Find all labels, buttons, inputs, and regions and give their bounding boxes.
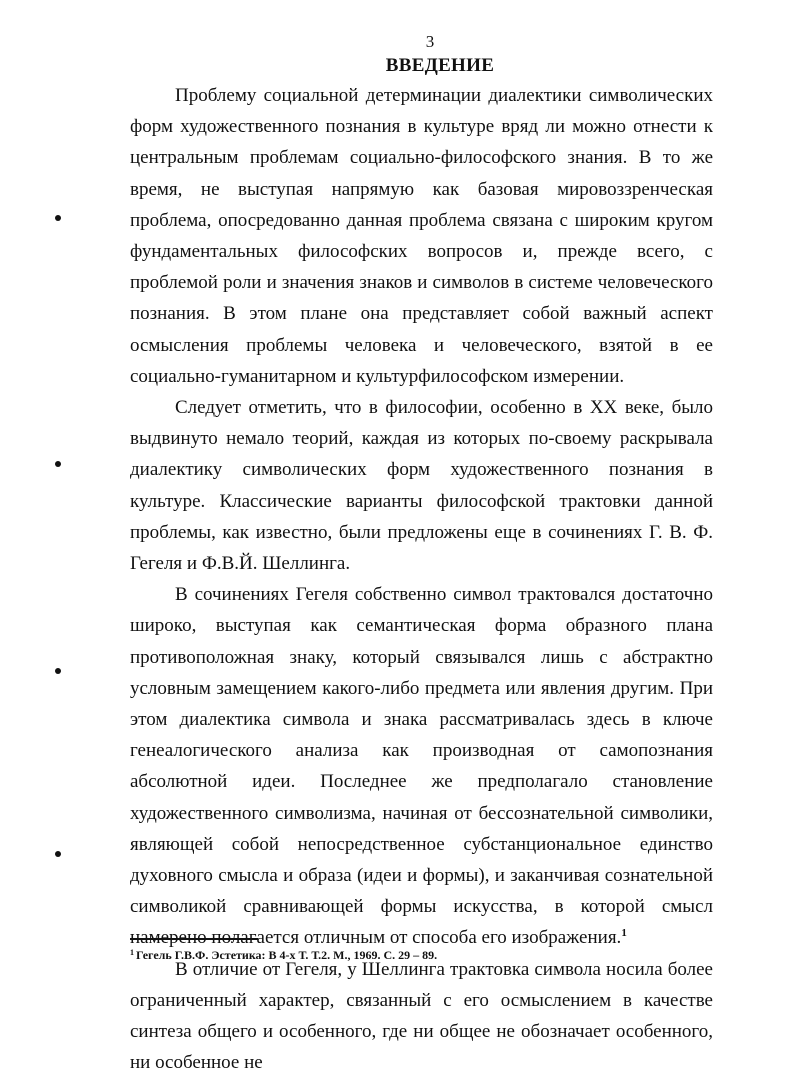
paragraph-4 [130,954,713,1079]
paragraph-1 [130,80,713,392]
footnote [130,948,437,963]
paragraph-2-text: Следует отметить, что в философии, особенно в XX веке, было выдвинуто немало теорий, каждая из которых по-своему раскрывала диалектику символических форм художественного познания в культуре. Классические варианты философской трактовки данной проблемы, как известно, были предложены еще в сочинениях Г. В. Ф. Гегеля и Ф.В.Й. Шеллинга. [130,397,713,575]
paragraph-3-text: В сочинениях Гегеля собственно символ трактовался достаточно широко, выступая как семантическая форма образного плана противоположная знаку, который связывался лишь с абстрактно условным замещением какого-либо предмета или явления другим. При этом диалектика символа и знака рассматривалась здесь в ключе генеалогического анализа как производная от самопознания абсолютной идеи. Последнее же предполагало становление художественного символизма, начиная от бессознательной символики, являющей собой непосредственное субстанциональное единство духовного смысла и образа (идеи и формы), и заканчивая сознательной символикой сравнивающей формы искусства, в которой смысл намерено полагается отличным от способа его изображения. [130,584,713,949]
binding-hole-mark [55,461,61,467]
binding-hole-mark [55,215,61,221]
binding-hole-mark [55,668,61,674]
binding-hole-mark [55,851,61,857]
page-number: 3 [425,32,435,51]
section-heading: ВВЕДЕНИЕ [385,55,495,76]
paragraph-1-text: Проблему социальной детерминации диалектики символических форм художественного познания в культуре вряд ли можно отнести к центральным проблемам социально-философского знания. В то же время, не выступая напрямую как базовая мировоззренческая проблема, опосредованно данная проблема связана с широким кругом фундаментальных философских вопросов и, прежде всего, с проблемой роли и значения знаков и символов в системе человеческого познания. В этом плане она представляет собой важный аспект осмысления проблемы человека и человеческого, взятой в ее социально-гуманитарном и культурфилософском измерении. [130,85,713,387]
footnote-reference: 1 [621,927,627,940]
footnote-divider [130,938,258,940]
body-text [130,80,713,1079]
paragraph-2 [130,392,713,579]
footnote-text: Гегель Г.В.Ф. Эстетика: В 4-х Т. Т.2. М., 1969. С. 29 – 89. [136,948,438,962]
paragraph-4-text: В отличие от Гегеля, у Шеллинга трактовка символа носила более ограниченный характер, связанный с его осмыслением в качестве синтеза общего и особенного, где ни общее не обозначает особенного, ни особенное не [130,958,713,1074]
paragraph-3 [130,579,713,953]
footnote-mark: 1 [130,948,134,957]
